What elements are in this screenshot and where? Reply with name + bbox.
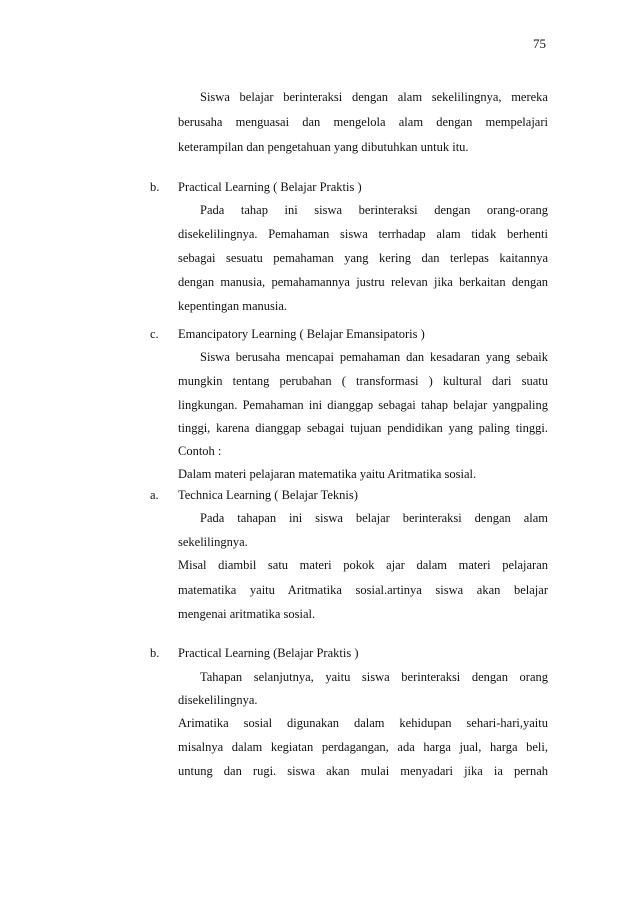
- text-line: mungkin tentang perubahan ( transformasi ) kultural dari suatu: [178, 374, 548, 388]
- text-line: Misal diambil satu materi pokok ajar dalam materi pelajaran: [178, 558, 548, 572]
- section-title: Practical Learning ( Belajar Praktis ): [178, 180, 362, 194]
- text-line: berusaha menguasai dan mengelola alam dengan mempelajari: [178, 115, 548, 129]
- text-line: keterampilan dan pengetahuan yang dibutuhkan untuk itu.: [178, 140, 469, 154]
- text-line: Dalam materi pelajaran matematika yaitu Aritmatika sosial.: [178, 467, 477, 481]
- text-line: Contoh :: [178, 444, 222, 458]
- text-line: Siswa berusaha mencapai pemahaman dan kesadaran yang sebaik: [200, 350, 548, 364]
- text-line: mengenai aritmatika sosial.: [178, 607, 316, 621]
- section-title: Emancipatory Learning ( Belajar Emansipatoris ): [178, 327, 425, 341]
- text-line: dengan manusia, pemahamannya justru relevan jika berkaitan dengan: [178, 275, 548, 289]
- list-marker: a.: [150, 488, 159, 502]
- section-heading: [150, 177, 548, 197]
- text-line: disekelilingnya. Pemahaman siswa terrhadap alam tidak berhenti: [178, 227, 548, 241]
- text-line: disekelilingnya.: [178, 693, 258, 707]
- section-title: Technica Learning ( Belajar Teknis): [178, 488, 358, 502]
- text-line: untung dan rugi. siswa akan mulai menyadari jika ia pernah: [178, 764, 548, 778]
- text-line: Arimatika sosial digunakan dalam kehidupan sehari-hari,yaitu: [178, 716, 548, 730]
- text-line: tinggi, karena dianggap sebagai tujuan pendidikan yang paling tinggi.: [178, 421, 548, 435]
- text-line: Pada tahapan ini siswa belajar berinteraksi dengan alam: [200, 511, 548, 525]
- text-line: lingkungan. Pemahaman ini dianggap sebagai tahap belajar yangpaling: [178, 398, 548, 412]
- page-number: 75: [533, 36, 546, 51]
- list-marker: b.: [150, 646, 160, 660]
- list-marker: b.: [150, 180, 160, 194]
- text-line: sekelilingnya.: [178, 535, 248, 549]
- section-heading: [150, 643, 548, 663]
- text-line: Pada tahap ini siswa berinteraksi dengan orang-orang: [200, 203, 548, 217]
- section-title: Practical Learning (Belajar Praktis ): [178, 646, 359, 660]
- text-line: Siswa belajar berinteraksi dengan alam sekelilingnya, mereka: [200, 90, 548, 104]
- list-marker: c.: [150, 327, 159, 341]
- text-line: Tahapan selanjutnya, yaitu siswa berinteraksi dengan orang: [200, 670, 548, 684]
- section-heading: [150, 485, 548, 505]
- text-line: sebagai sesuatu pemahaman yang kering dan terlepas kaitannya: [178, 251, 548, 265]
- section-heading: [150, 324, 548, 344]
- text-line: misalnya dalam kegiatan perdagangan, ada harga jual, harga beli,: [178, 740, 548, 754]
- text-line: matematika yaitu Aritmatika sosial.artinya siswa akan belajar: [178, 583, 548, 597]
- text-line: kepentingan manusia.: [178, 299, 287, 313]
